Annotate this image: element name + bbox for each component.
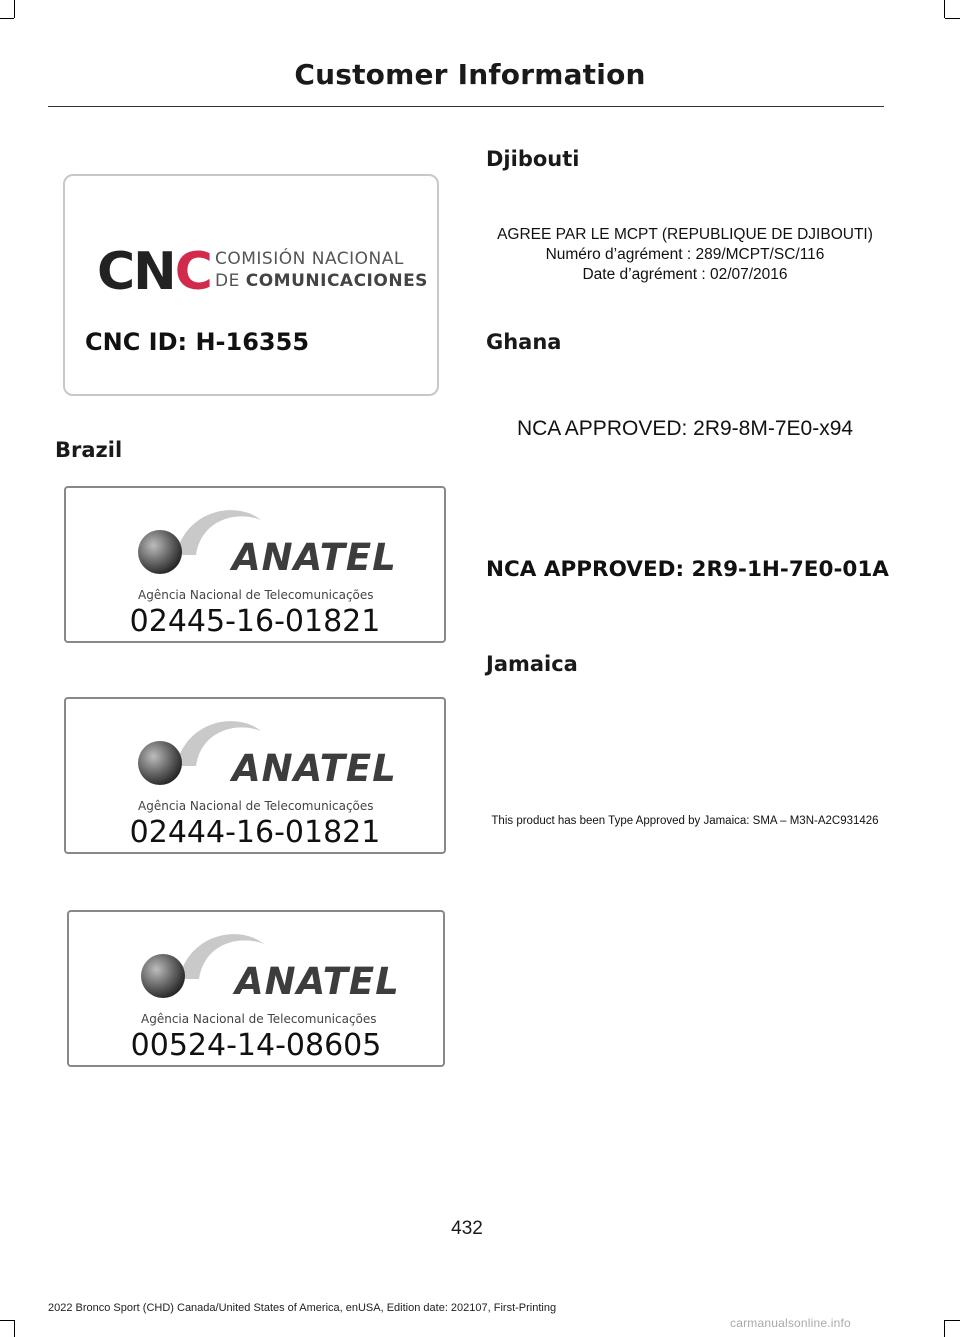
- ghana-approval-2: NCA APPROVED: 2R9-1H-7E0-01A: [486, 557, 889, 582]
- crop-mark: [945, 1320, 960, 1321]
- crop-mark: [944, 1320, 945, 1337]
- watermark: carmanualsonline.info: [730, 1316, 851, 1330]
- anatel-brand: ANATEL: [232, 747, 397, 790]
- page-title: Customer Information: [294, 58, 646, 91]
- cnc-organization: COMISIÓN NACIONAL DE COMUNICACIONES: [215, 249, 428, 291]
- sphere-icon: [138, 530, 182, 574]
- jamaica-heading: Jamaica: [486, 652, 578, 676]
- ghana-approval-1: NCA APPROVED: 2R9-8M-7E0-x94: [516, 417, 854, 440]
- ghana-heading: Ghana: [486, 330, 562, 354]
- anatel-number: 02444-16-01821: [129, 815, 381, 850]
- anatel-number: 00524-14-08605: [130, 1028, 382, 1063]
- brazil-heading: Brazil: [55, 438, 123, 462]
- edition-footer: 2022 Bronco Sport (CHD) Canada/United States of America, enUSA, Edition date: 202107, First-Printing: [48, 1302, 557, 1314]
- anatel-label: [64, 697, 446, 854]
- cnc-id: CNC ID: H-16355: [85, 328, 310, 356]
- anatel-subtitle: Agência Nacional de Telecomunicações: [138, 588, 374, 602]
- djibouti-heading: Djibouti: [486, 147, 580, 171]
- anatel-label: [67, 910, 445, 1067]
- anatel-number: 02445-16-01821: [129, 604, 381, 639]
- sphere-icon: [138, 741, 182, 785]
- crop-mark: [945, 18, 960, 19]
- sphere-icon: [141, 954, 185, 998]
- cnc-logo: CNC: [97, 242, 211, 302]
- anatel-subtitle: Agência Nacional de Telecomunicações: [138, 799, 374, 813]
- anatel-label: [64, 486, 446, 643]
- crop-mark: [0, 1320, 14, 1321]
- anatel-brand: ANATEL: [235, 960, 400, 1003]
- crop-mark: [14, 1320, 15, 1337]
- anatel-subtitle: Agência Nacional de Telecomunicações: [141, 1012, 377, 1026]
- page-number: 432: [451, 1218, 483, 1239]
- header-rule: [48, 106, 884, 107]
- anatel-brand: ANATEL: [232, 536, 397, 579]
- crop-mark: [0, 18, 14, 19]
- cnc-label: [63, 174, 439, 396]
- crop-mark: [14, 0, 15, 18]
- djibouti-approval: AGREE PAR LE MCPT (REPUBLIQUE DE DJIBOUTI) Numéro d’agrément : 289/MCPT/SC/116 Date d’agrément : 02/07/2016: [497, 226, 873, 283]
- crop-mark: [944, 0, 945, 18]
- jamaica-approval: This product has been Type Approved by Jamaica: SMA – M3N-A2C931426: [491, 815, 879, 827]
